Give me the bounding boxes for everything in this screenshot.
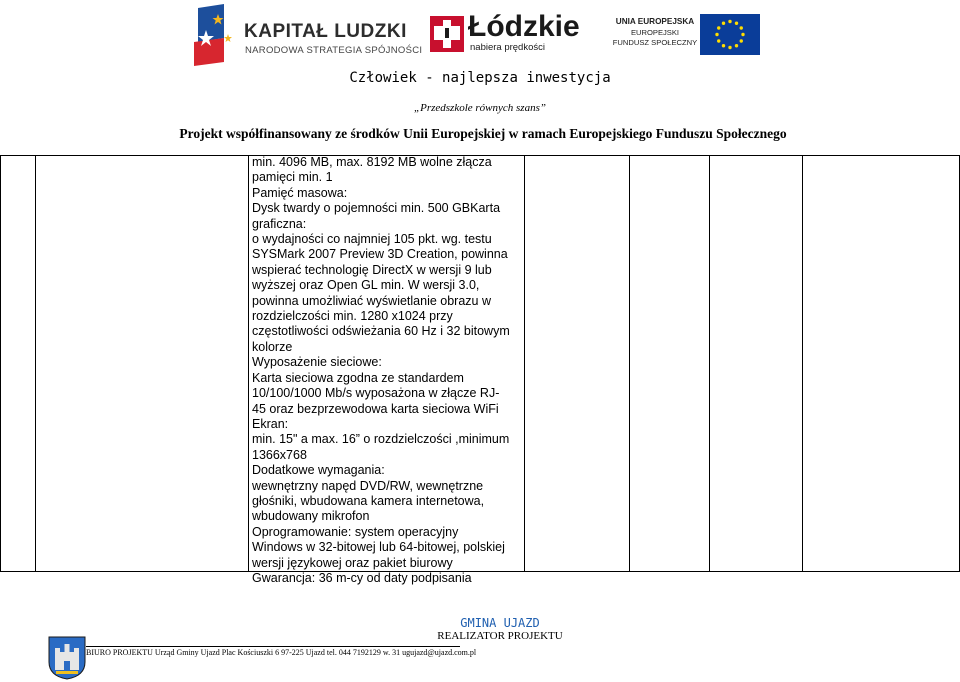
spec-line: wyższej oraz Open GL min. W wersji 3.0,: [252, 278, 480, 293]
ujazd-coat-of-arms-icon: [48, 636, 86, 680]
spec-line: rozdzielczości min. 1280 x1024 przy: [252, 309, 453, 324]
spec-line: 10/100/1000 Mb/s wyposażona w złącze RJ-: [252, 386, 500, 401]
ue-line2: EUROPEJSKI: [630, 27, 680, 37]
eu-star-icon: [728, 46, 731, 49]
spec-line: wbudowany mikrofon: [252, 509, 370, 524]
table-column-divider: [629, 155, 630, 571]
spec-line: SYSMark 2007 Preview 3D Creation, powinna: [252, 247, 508, 262]
eu-star-icon: [740, 26, 743, 29]
eu-star-icon: [722, 22, 725, 25]
spec-line: Ekran:: [252, 416, 289, 431]
spec-line: Karta sieciowa zgodna ze standardem: [252, 370, 464, 385]
table-column-divider: [248, 155, 249, 571]
unia-europejska-logo: [612, 14, 762, 58]
motto: Człowiek - najlepsza inwestycja: [349, 70, 611, 86]
eu-star-icon: [735, 22, 738, 25]
kapital-ludzki-title: KAPITAŁ LUDZKI: [244, 21, 407, 42]
lodzkie-mark-icon: [430, 16, 464, 52]
lodzkie-title: Łódzkie: [468, 10, 580, 43]
ue-line1: UNIA EUROPEJSKA: [615, 17, 695, 26]
spec-line: wersji językowej oraz pakiet biurowy: [252, 555, 453, 570]
table-column-divider: [709, 155, 710, 571]
spec-line: Oprogramowanie: system operacyjny: [252, 524, 459, 539]
footer-realizator: REALIZATOR PROJEKTU: [437, 630, 563, 642]
spec-line: graficzna:: [252, 216, 307, 231]
spec-line: pamięci min. 1: [252, 170, 333, 185]
spec-line: min. 15" a max. 16” o rozdzielczości ,minimum: [252, 432, 510, 447]
eu-star-icon: [740, 39, 743, 42]
kapital-ludzki-mark-icon: [190, 4, 236, 66]
table-column-divider: [802, 155, 803, 571]
eu-star-icon: [717, 39, 720, 42]
lodzkie-subtitle: nabiera prędkości: [470, 42, 545, 53]
spec-line: 45 oraz bezprzewodowa karta sieciowa WiFi: [252, 401, 499, 416]
spec-line: Gwarancja: 36 m-cy od daty podpisania: [252, 570, 472, 585]
footer-gmina-name: GMINA UJAZD: [460, 616, 540, 630]
eu-star-icon: [715, 33, 718, 36]
spec-line: Wyposażenie sieciowe:: [252, 355, 382, 370]
spec-line: o wydajności co najmniej 105 pkt. wg. testu: [252, 232, 492, 247]
kapital-ludzki-subtitle: NARODOWA STRATEGIA SPÓJNOŚCI: [245, 45, 423, 56]
specification-cell: [252, 155, 520, 586]
spec-line: kolorze: [252, 339, 293, 354]
spec-line: Windows w 32-bitowej lub 64-bitowej, polskiej: [252, 540, 505, 555]
kapital-ludzki-logo: [190, 4, 423, 66]
project-slogan: „Przedszkole równych szans”: [413, 102, 546, 114]
spec-line: wspierać technologię DirectX w wersji 9 lub: [252, 262, 492, 277]
ue-line3: FUNDUSZ SPOŁECZNY: [612, 38, 698, 47]
project-cofinancing-line: Projekt współfinansowany ze środków Unii Europejskiej w ramach Europejskiego Funduszu Społecznego: [179, 126, 787, 141]
spec-line: częstotliwości odświeżania 60 Hz i 32 bitowym: [252, 324, 510, 339]
spec-line: 1366x768: [252, 447, 307, 462]
lodzkie-logo: [430, 12, 580, 58]
spec-line: min. 4096 MB, max. 8192 MB wolne złącza: [252, 155, 492, 169]
eu-star-icon: [722, 44, 725, 47]
eu-star-icon: [717, 26, 720, 29]
spec-line: Dodatkowe wymagania:: [252, 463, 385, 478]
spec-line: wewnętrzny napęd DVD/RW, wewnętrzne: [252, 478, 484, 493]
spec-line: Dysk twardy o pojemności min. 500 GBKarta: [252, 201, 501, 216]
eu-star-icon: [728, 20, 731, 23]
ue-text: [612, 17, 698, 49]
eu-flag-icon: [700, 14, 760, 55]
spec-line: głośniki, wbudowana kamera internetowa,: [252, 493, 485, 508]
footer-divider: [86, 646, 460, 647]
spec-line: powinna umożliwiać wyświetlanie obrazu w: [252, 293, 491, 308]
eu-star-icon: [741, 33, 744, 36]
spec-line: Pamięć masowa:: [252, 185, 348, 200]
eu-star-icon: [735, 44, 738, 47]
footer-address: BIURO PROJEKTU Urząd Gminy Ujazd Plac Kościuszki 6 97-225 Ujazd tel. 044 7192129 w. 31 ugujazd@ujazd.com.pl: [86, 648, 477, 657]
table-column-divider: [35, 155, 36, 571]
table-column-divider: [524, 155, 525, 571]
